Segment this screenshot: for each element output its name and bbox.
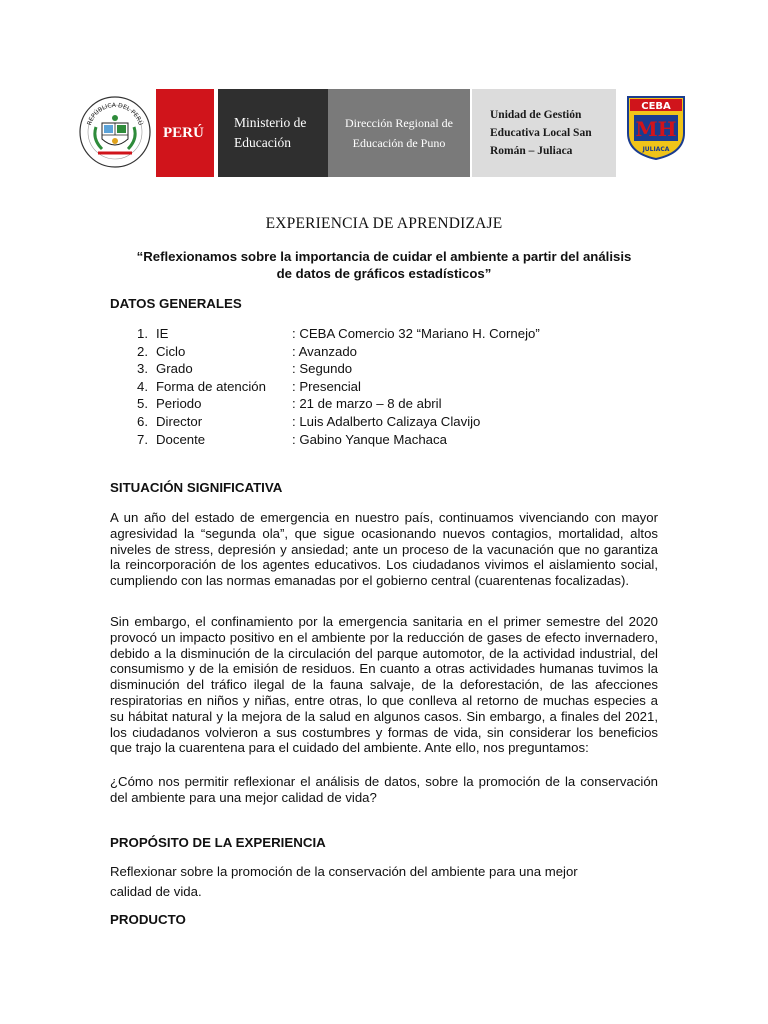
seal-text: REPÚBLICA DEL PERÚ <box>86 101 144 127</box>
peru-coat-of-arms-icon <box>78 93 152 171</box>
list-item: 6. Director : Luis Adalberto Calizaya Clavijo <box>137 413 481 429</box>
ugel-label: Unidad de Gestión Educativa Local San Román – Juliaca <box>490 109 592 157</box>
proposito-heading: PROPÓSITO DE LA EXPERIENCIA <box>110 835 326 850</box>
experience-subtitle: “Reflexionamos sobre la importancia de cuidar el ambiente a partir del análisis de datos de gráficos estadísticos” <box>136 249 632 281</box>
ceba-mark-text: MH <box>635 117 677 141</box>
list-item: 7. Docente : Gabino Yanque Machaca <box>137 431 447 447</box>
ministerio-band <box>216 89 328 177</box>
ceba-bottom-text: JULIACA <box>642 146 670 153</box>
proposito-text: Reflexionar sobre la promoción de la conservación del ambiente para una mejor calidad de vida. <box>110 864 578 899</box>
datos-generales-list <box>110 325 670 448</box>
direccion-regional-band <box>328 89 470 177</box>
list-item: 4. Forma de atención : Presencial <box>137 378 361 394</box>
peru-label: PERÚ <box>163 124 204 141</box>
situacion-question: ¿Cómo nos permitir reflexionar el análisis de datos, sobre la promoción de la conservación del ambiente para una mejor calidad de vida? <box>110 774 658 805</box>
peru-band <box>156 89 218 177</box>
ugel-band <box>472 89 616 177</box>
situacion-paragraph-1: A un año del estado de emergencia en nuestro país, continuamos vivenciando con mayor agresividad la “segunda ola”, que sigue ocasionando nuevos contagios, mortalidad, altos niveles de stress, depresión y ansiedad; ante un proceso de la vacunación que no garantiza la reincorporación de los agentes educativos. Los ciudadanos vivimos el aislamiento social, cumpliendo con las normas emanadas por el gobierno central (cuarentenas focalizadas). <box>110 510 658 589</box>
datos-generales-heading: DATOS GENERALES <box>110 296 242 311</box>
page-title: EXPERIENCIA DE APRENDIZAJE <box>265 215 503 232</box>
list-item: 5. Periodo : 21 de marzo – 8 de abril <box>137 396 442 412</box>
ministerio-label: Ministerio de Educación <box>234 115 307 150</box>
ceba-logo-icon <box>624 93 688 161</box>
list-item: 1. IE : CEBA Comercio 32 “Mariano H. Cornejo” <box>137 326 540 341</box>
direccion-label: Dirección Regional de Educación de Puno <box>345 116 453 150</box>
producto-heading: PRODUCTO <box>110 912 186 927</box>
institutional-header <box>78 89 690 177</box>
situacion-paragraph-2: Sin embargo, el confinamiento por la emergencia sanitaria en el primer semestre del 2020 provocó un impacto positivo en el ambiente por la reducción de gases de efecto invernadero, debido a la disminución de la circulación del parque automotor, de la actividad industrial, del consumismo y de la emisión de residuos. En cuanto a otras actividades humanas tuvimos la disminución del tráfico ilegal de la fauna salvaje, de la deforestación, de las afecciones respiratorias en niños y niñas, entre otras, lo que conlleva al retorno de muchas especies a su hábitat natural y la mejora de la salud en algunos casos. Sin embargo, a finales del 2021, los ciudadanos volvieron a sus costumbres y formas de vida, sin considerar los beneficios que trajo la cuarentena para el cuidado del ambiente. Ante ello, nos preguntamos: <box>110 614 658 756</box>
ceba-top-text: CEBA <box>641 101 671 112</box>
list-item: 3. Grado : Segundo <box>137 361 353 377</box>
situacion-heading: SITUACIÓN SIGNIFICATIVA <box>110 480 283 495</box>
list-item: 2. Ciclo : Avanzado <box>137 343 358 359</box>
